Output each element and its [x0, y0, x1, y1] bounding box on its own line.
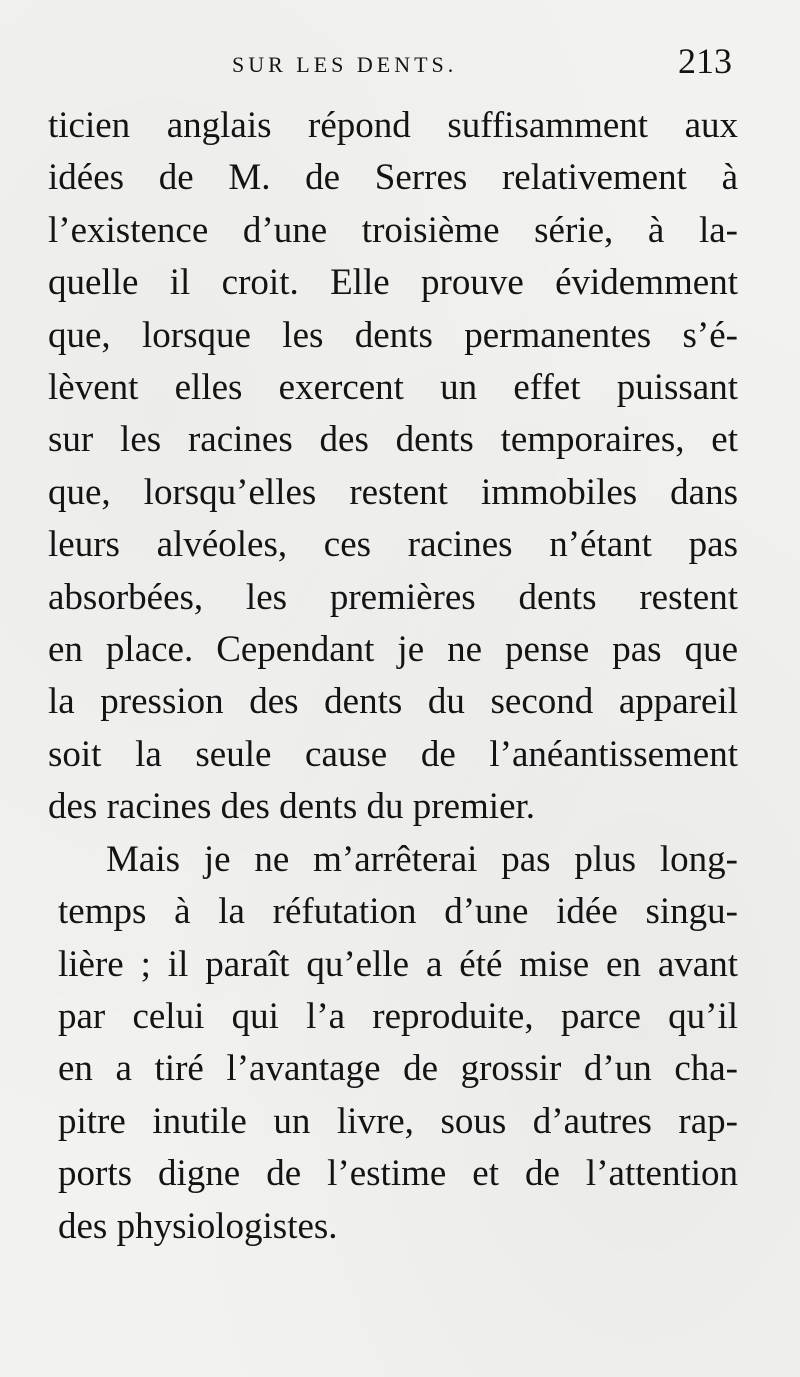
paragraph-1 — [48, 100, 738, 834]
text-line: l’existence d’une troisième série, à la- — [48, 209, 738, 251]
running-head: SUR LES DENTS. — [232, 52, 458, 77]
text-line: soit la seule cause de l’anéantissement — [48, 733, 738, 775]
text-line: ports digne de l’estime et de l’attention — [58, 1153, 738, 1195]
text-line: leurs alvéoles, ces racines n’étant pas — [48, 524, 738, 566]
text-line: par celui qui l’a reproduite, parce qu’il — [58, 995, 738, 1037]
text-line: des physiologistes. — [58, 1205, 338, 1247]
text-line: la pression des dents du second appareil — [48, 681, 738, 723]
text-line: quelle il croit. Elle prouve évidemment — [48, 262, 738, 304]
text-line: en a tiré l’avantage de grossir d’un cha- — [58, 1048, 738, 1090]
text-line: pitre inutile un livre, sous d’autres rap- — [58, 1100, 738, 1142]
text-line: des racines des dents du premier. — [48, 786, 536, 828]
text-line: que, lorsqu’elles restent immobiles dans — [48, 471, 738, 513]
page-number: 213 — [678, 41, 732, 81]
text-line: absorbées, les premières dents restent — [48, 576, 738, 618]
text-line: temps à la réfutation d’une idée singu- — [58, 891, 738, 933]
text-line: en place. Cependant je ne pense pas que — [48, 629, 738, 671]
paragraph-2 — [58, 834, 738, 1253]
text-line: que, lorsque les dents permanentes s’é- — [48, 314, 738, 356]
text-line: Mais je ne m’arrêterai pas plus long- — [106, 838, 738, 880]
text-line: ticien anglais répond suffisamment aux — [48, 105, 738, 146]
text-line: sur les racines des dents temporaires, et — [48, 419, 738, 461]
body-text — [48, 100, 738, 1253]
text-line: idées de M. de Serres relativement à — [48, 157, 738, 199]
text-line: lèvent elles exercent un effet puissant — [48, 367, 738, 409]
text-line: lière ; il paraît qu’elle a été mise en avant — [58, 943, 738, 985]
